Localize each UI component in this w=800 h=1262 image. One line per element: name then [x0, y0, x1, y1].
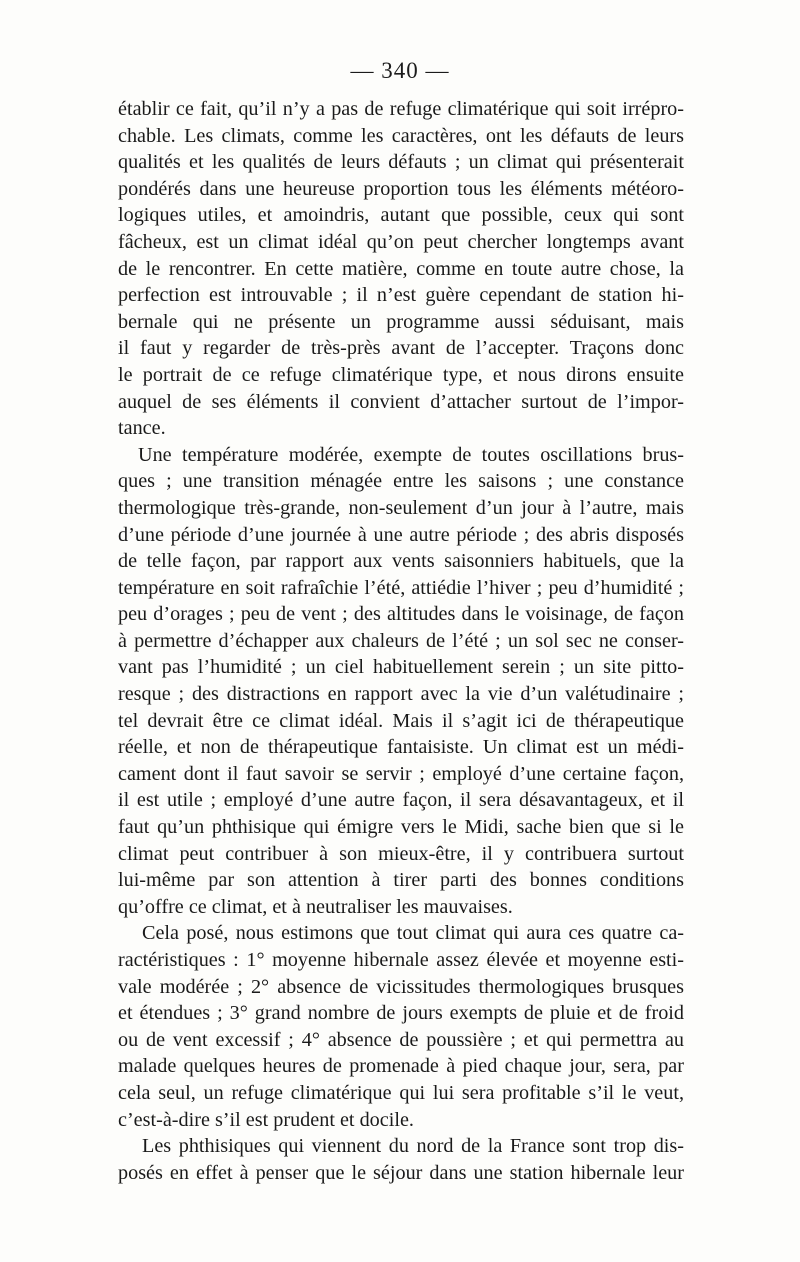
- text-line: logiques utiles, et amoindris, autant que possible, ceux qui sont: [118, 204, 684, 227]
- text-line: de le rencontrer. En cette matière, comme en toute autre chose, la: [118, 257, 684, 280]
- text-line: vant pas l’humidité ; un ciel habituellement serein ; un site pitto-: [118, 656, 684, 679]
- paragraph-4: [118, 1133, 684, 1186]
- text-line: bernale qui ne présente un programme aussi séduisant, mais: [118, 310, 684, 333]
- text-line: Cela posé, nous estimons que tout climat qui aura ces quatre ca-: [142, 922, 684, 945]
- text-line: posés en effet à penser que le séjour dans une station hibernale leur: [118, 1161, 684, 1184]
- text-line: établir ce fait, qu’il n’y a pas de refuge climatérique qui soit irrépro-: [118, 98, 684, 120]
- text-line: ou de vent excessif ; 4° absence de poussière ; et qui permettra au: [118, 1028, 684, 1051]
- text-line: d’une période d’une journée à une autre période ; des abris disposés: [118, 523, 684, 546]
- text-line: tance.: [118, 417, 166, 440]
- text-line: malade quelques heures de promenade à pied chaque jour, sera, par: [118, 1055, 684, 1078]
- text-line: cament dont il faut savoir se servir ; employé d’une certaine façon,: [118, 762, 684, 785]
- text-line: qu’offre ce climat, et à neutraliser les mauvaises.: [118, 895, 513, 918]
- text-line: Une température modérée, exempte de toutes oscillations brus-: [138, 443, 684, 466]
- text-line: peu d’orages ; peu de vent ; des altitudes dans le voisinage, de façon: [118, 603, 684, 626]
- text-line: faut qu’un phthisique qui émigre vers le Midi, sache bien que si le: [118, 816, 684, 839]
- text-line: Les phthisiques qui viennent du nord de la France sont trop dis-: [142, 1135, 684, 1158]
- text-line: le portrait de ce refuge climatérique type, et nous dirons ensuite: [118, 363, 684, 386]
- text-line: à permettre d’échapper aux chaleurs de l’été ; un sol sec ne conser-: [118, 629, 684, 652]
- text-line: fâcheux, est un climat idéal qu’on peut chercher longtemps avant: [118, 230, 684, 253]
- text-line: température en soit rafraîchie l’été, attiédie l’hiver ; peu d’humidité ;: [118, 576, 684, 599]
- text-line: cela seul, un refuge climatérique qui lui sera profitable s’il le veut,: [118, 1081, 684, 1104]
- text-line: chable. Les climats, comme les caractères, ont les défauts de leurs: [118, 124, 684, 147]
- text-line: ques ; une transition ménagée entre les saisons ; une constance: [118, 470, 684, 493]
- text-line: de telle façon, par rapport aux vents saisonniers habituels, que la: [118, 550, 684, 573]
- text-line: resque ; des distractions en rapport avec la vie d’un valétudinaire ;: [118, 683, 684, 706]
- text-line: climat peut contribuer à son mieux-être, il y contribuera surtout: [118, 842, 684, 865]
- text-line: c’est-à-dire s’il est prudent et docile.: [118, 1108, 414, 1131]
- paragraph-3: [118, 920, 684, 1133]
- text-line: il est utile ; employé d’une autre façon, il sera désavantageux, et il: [118, 789, 684, 812]
- text-line: thermologique très-grande, non-seulement d’un jour à l’autre, mais: [118, 496, 684, 519]
- text-line: lui-même par son attention à tirer parti des bonnes conditions: [118, 869, 684, 892]
- text-line: tel devrait être ce climat idéal. Mais il s’agit ici de thérapeutique: [118, 709, 684, 732]
- paragraph-1: [118, 96, 684, 442]
- text-line: et étendues ; 3° grand nombre de jours exempts de pluie et de froid: [118, 1002, 684, 1025]
- page-number: — 340 —: [350, 58, 450, 83]
- text-line: il faut y regarder de très-près avant de l’accepter. Traçons donc: [118, 337, 684, 360]
- text-line: réelle, et non de thérapeutique fantaisiste. Un climat est un médi-: [118, 736, 684, 759]
- body-text: [118, 96, 684, 1186]
- text-line: auquel de ses éléments il convient d’attacher surtout de l’impor-: [118, 390, 684, 413]
- paragraph-2: [118, 442, 684, 921]
- text-line: perfection est introuvable ; il n’est guère cependant de station hi-: [118, 284, 684, 307]
- text-line: pondérés dans une heureuse proportion tous les éléments météoro-: [118, 177, 684, 200]
- text-line: vale modérée ; 2° absence de vicissitudes thermologiques brusques: [118, 975, 684, 998]
- text-line: ractéristiques : 1° moyenne hibernale assez élevée et moyenne esti-: [118, 949, 684, 971]
- text-line: qualités et les qualités de leurs défauts ; un climat qui présenterait: [118, 151, 684, 174]
